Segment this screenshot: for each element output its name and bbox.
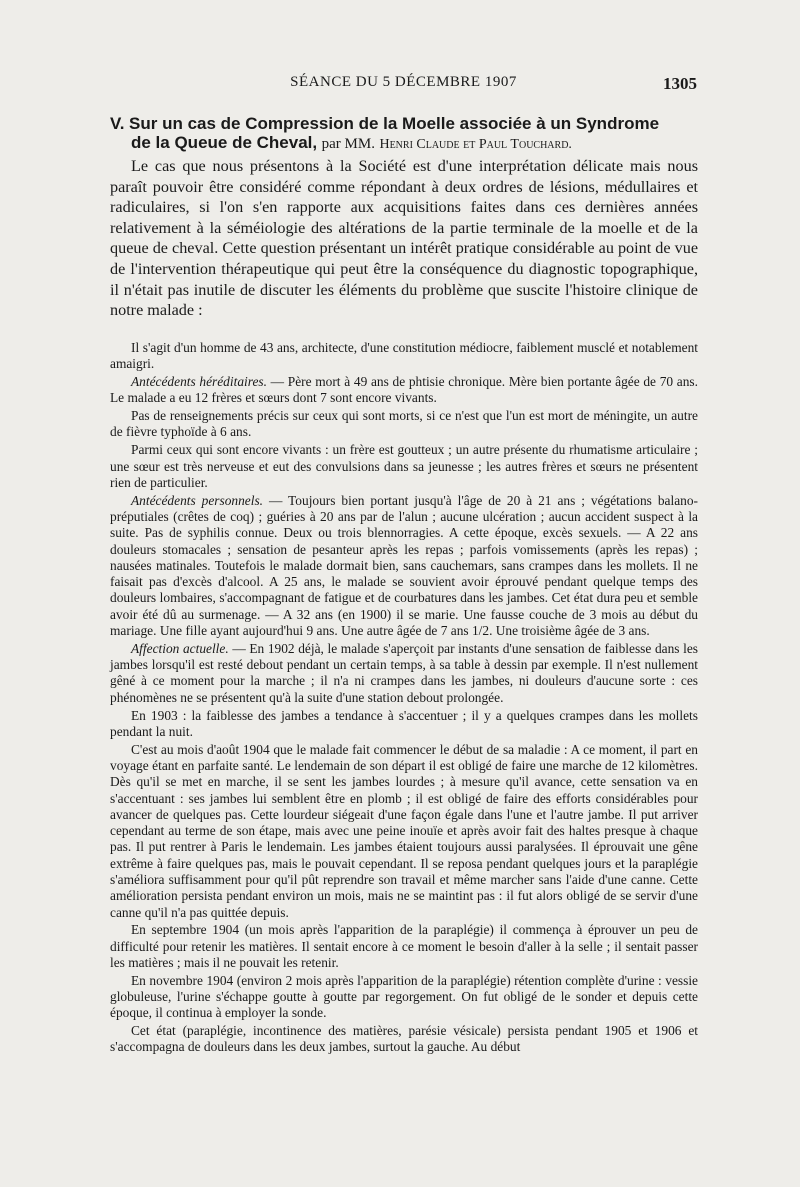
section-label: Antécédents personnels. [131,492,264,508]
article-title [110,114,700,154]
article-authors: Henri Claude et Paul Touchard. [379,137,572,152]
paragraph-text: En novembre 1904 (environ 2 mois après l'apparition de la paraplégie) rétention complète d'urine : vessie globuleuse, l'urine s'échappe goutte à goutte par regorgement. On fut obligé de le sonder et depuis cette époque, il continua à employer la sonde. [110,972,698,1021]
case-paragraph [110,493,698,640]
case-paragraph [110,708,698,741]
paragraph-text: Parmi ceux qui sont encore vivants : un frère est goutteux ; un autre présente du rhumatisme articulaire ; une sœur est très nerveuse et eut des convulsions dans sa jeunesse ; les autres frères et sœurs ne présentent rien de particulier. [110,442,698,490]
section-label: Affection actuelle. [131,640,229,656]
intro-section [110,156,698,321]
case-paragraph [110,973,698,1022]
paragraph-text: En 1903 : la faiblesse des jambes a tendance à s'accentuer ; il y a quelques crampes dans les mollets pendant la nuit. [110,707,698,739]
case-paragraph [110,641,698,706]
paragraph-text: Cet état (paraplégie, incontinence des matières, parésie vésicale) persista pendant 1905 et 1906 et s'accompagna de douleurs dans les deux jambes, surtout la gauche. Au début [110,1023,698,1055]
article-title-part1: Sur un cas de Compression de la Moelle associée à un Syndrome [129,114,660,133]
paragraph-text: — En 1902 déjà, le malade s'aperçoit par instants d'une sensation de faiblesse dans les jambes lorsqu'il est resté debout pendant un certain temps, à sa table à dessin par exemple. Il n'est nullement gêné à ce moment pour la marche ; il n'a ni crampes dans les jambes, ni douleurs d'aucune sorte : ces phénomènes ne se présentent qu'à la suite d'une station debout prolongée. [110,640,699,705]
case-paragraph [110,1023,698,1056]
paragraph-text: Il s'agit d'un homme de 43 ans, architecte, d'une constitution médiocre, faiblement musclé et notablement amaigri. [110,340,698,372]
paragraph-text: C'est au mois d'août 1904 que le malade fait commencer le début de sa maladie : A ce moment, il part en voyage étant en parfaite santé. Le lendemain de son départ il est obligé de faire une marche de 12 kilomètres. Dès qu'il se met en marche, il se sent les jambes lourdes ; à mesure qu'il avance, cette sensation va en s'accentuant : ses jambes lui semblent être en plomb ; il est obligé de faire des efforts considérables pour avancer de quelques pas. Cette lourdeur siégeait d'une façon égale dans l'une et l'autre jambe. Il put arriver cependant au terme de son étape, mais avec une peine inouïe et après avoir fait des haltes presque à chaque pas. Il put rentrer à Paris le lendemain. Les jambes étaient toujours aussi paralysées. Il éprouvait une gêne extrême à faire quelques pas, mais le pouvait cependant. Il se reposa pendant quelques jours et la paraplégie s'améliora suffisamment pour qu'il pût reprendre son travail et même marcher sans l'aide d'une canne. Cette amélioration persista pendant environ un mois, mais ne se maintint pas : il fut alors obligé de se servir d'une canne qu'il n'a pas quittée depuis. [110,741,698,920]
paragraph-text: — Père mort à 49 ans de phtisie chronique. Mère bien portante âgée de 70 ans. Le malade a eu 12 frères et sœurs dont 7 sont encore vivants. [110,374,698,406]
case-report-body [110,340,698,1057]
case-paragraph [110,374,698,407]
paragraph-text: — Toujours bien portant jusqu'à l'âge de 20 à 21 ans ; végétations balano-préputiales (crêtes de coq) ; guéries à 20 ans par de l'alun ; aucune ulcération ; aucun accident suspect à la suite. Pas de syphilis connue. Deux ou trois blennorragies. A cette époque, excès sexuels. — A 22 ans douleurs stomacales ; sensation de pesanteur après les repas ; parfois vomissements (après les repas) ; nausées matinales. Toutefois le malade dormait bien, sans cauchemars, sans crampes dans les mollets. Il ne faisait pas d'excès d'alcool. A 25 ans, le malade se souvient avoir éprouvé pendant quelque temps des douleurs lombaires, s'accompagnant de fatigue et de courbatures dans les jambes. Cet état dura peu et semble avoir été dû au surmenage. — A 32 ans (en 1900) il se marie. Une fausse couche de 3 mois au début du mariage. Une fille ayant aujourd'hui 9 ans. Une autre âgée de 7 ans 1/2. Une troisième âgée de 3 ans. [110,492,698,639]
article-number: V. [110,114,125,133]
case-paragraph [110,340,698,373]
article-by: par MM. [321,136,375,152]
case-paragraph [110,408,698,441]
paragraph-text: Pas de renseignements précis sur ceux qui sont morts, si ce n'est que l'un est mort de méningite, un autre de fièvre typhoïde à 6 ans. [110,408,698,440]
section-label: Antécédents héréditaires. [131,374,267,390]
page-number: 1305 [663,74,697,93]
running-head [110,74,697,96]
case-paragraph [110,742,698,921]
running-head-title: SÉANCE DU 5 DÉCEMBRE 1907 [290,74,517,90]
article-title-part2: de la Queue de Cheval, [131,133,318,152]
paragraph-text: En septembre 1904 (un mois après l'apparition de la paraplégie) il commença à éprouver un peu de difficulté pour retenir les matières. Il sentait encore à ce moment le besoin d'aller à la selle ; il sentait passer les matières ; mais il ne pouvait les retenir. [110,922,698,970]
case-paragraph [110,442,698,491]
case-paragraph [110,922,698,971]
intro-paragraph: Le cas que nous présentons à la Société est d'une interprétation délicate mais nous paraît pouvoir être considéré comme répondant à deux ordres de lésions, médullaires et radiculaires, si l'on s'en rapporte aux acquisitions faites dans ces dernières années relativement à la séméiologie des altérations de la partie terminale de la moelle et de la queue de cheval. Cette question présentant un intérêt pratique considérable au point de vue de l'intervention thérapeutique qui peut être la conséquence du diagnostic topographique, il n'était pas inutile de discuter les éléments du problème que suscite l'histoire clinique de notre malade : [110,157,698,320]
